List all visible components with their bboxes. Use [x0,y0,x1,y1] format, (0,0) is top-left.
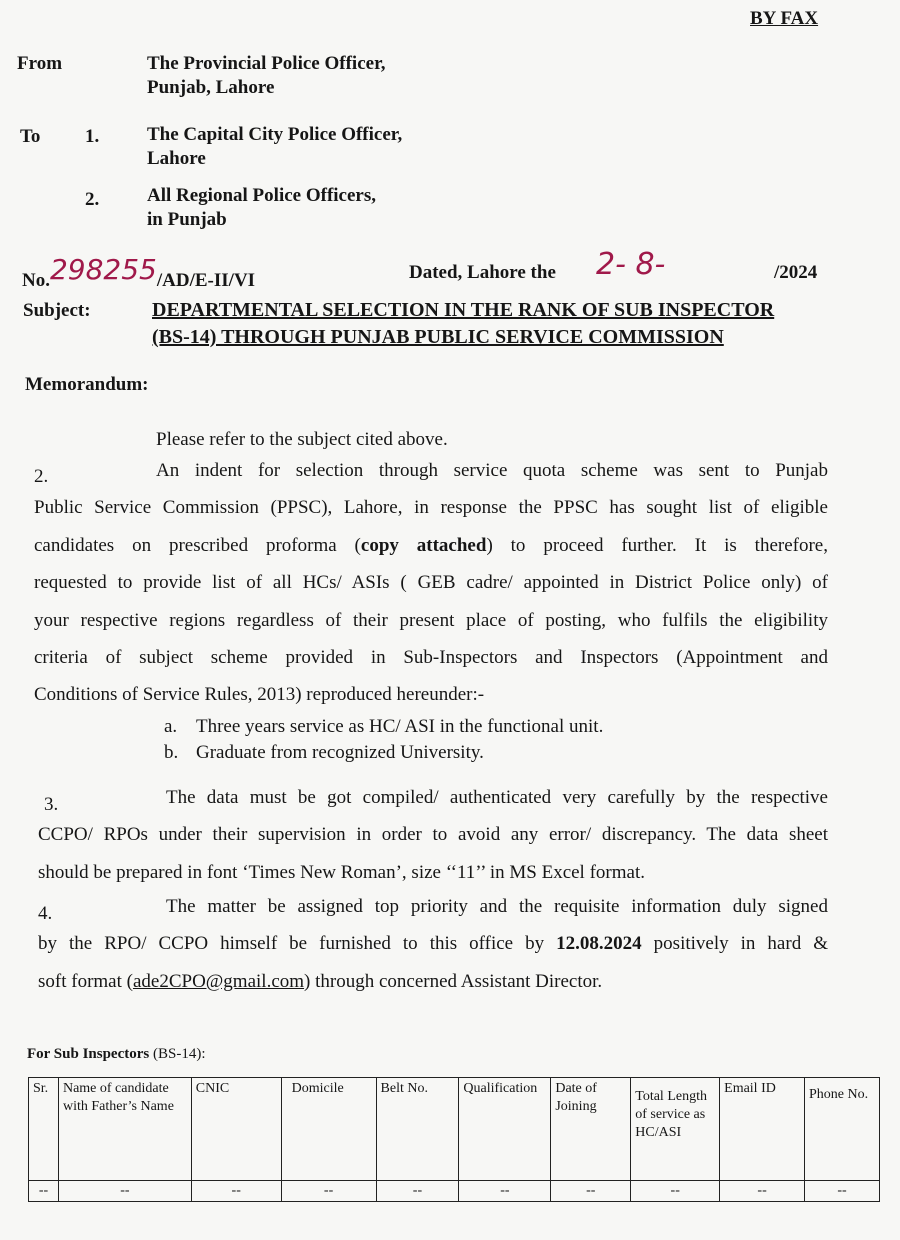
para-line: The matter be assigned top priority and the requisite information duly signed [166,896,828,917]
para-line [38,925,828,962]
from-label: From [17,53,63,74]
table-cell: -- [29,1181,59,1202]
from-line: Punjab, Lahore [147,77,275,98]
memorandum-heading: Memorandum: [25,374,149,395]
copy-attached-emphasis: copy attached [360,534,487,556]
intro-line: Please refer to the subject cited above. [156,429,448,450]
table-cell: -- [631,1181,720,1202]
by-fax-label: BY FAX [750,8,819,29]
para-4 [38,888,828,1000]
table-cell: -- [459,1181,551,1202]
reference-suffix: /AD/E-II/VI [156,270,256,291]
column-header: Qualification [459,1078,551,1181]
recipient-line: The Capital City Police Officer, [147,124,403,145]
para-line: criteria of subject scheme provided in Sub-Inspectors and Inspectors (Appointment and [34,647,828,669]
para-line: CCPO/ RPOs under their supervision in order to avoid any error/ discrepancy. The data sheet [38,824,828,846]
from-address [147,52,386,100]
table-cell: -- [281,1181,376,1202]
para-text: soft format ( [38,970,133,992]
recipient-line: in Punjab [147,209,227,230]
recipient-address [147,123,402,171]
proforma-caption-rest: (BS-14): [149,1046,206,1062]
para-2-number: 2. [34,466,49,487]
recipient-line: All Regional Police Officers, [147,185,376,206]
para-line: your respective regions regardless of their present place of posting, who fulfils the eligibility [34,609,828,631]
proforma-caption [27,1046,206,1063]
column-header: CNIC [191,1078,281,1181]
para-4-number: 4. [38,903,53,924]
column-header: Sr. [29,1078,59,1181]
handwritten-number: 298255 [49,253,157,286]
year-label: /2024 [774,262,818,283]
table-header-row [29,1078,880,1181]
from-line: The Provincial Police Officer, [147,53,386,74]
table-row [29,1181,880,1202]
column-header: Domicile [281,1078,376,1181]
column-header: Belt No. [376,1078,459,1181]
table-cell: -- [58,1181,191,1202]
para-line [34,527,828,564]
table-cell: -- [805,1181,880,1202]
dated-label: Dated, Lahore the [409,262,556,283]
recipient-address [147,184,376,232]
para-text: positively in hard & [641,933,828,955]
para-3-number: 3. [44,794,59,815]
para-line: The data must be got compiled/ authenticated very carefully by the respective [166,787,828,808]
no-label: No. [22,270,50,291]
proforma-caption-bold: For Sub Inspectors [27,1046,150,1062]
list-marker: a. [164,716,178,737]
para-line: Conditions of Service Rules, 2013) reproduced hereunder:- [34,684,485,706]
table-cell: -- [376,1181,459,1202]
subject-line: (BS-14) THROUGH PUNJAB PUBLIC SERVICE COMMISSION [152,326,724,348]
para-3 [38,779,828,891]
para-text: ) to proceed further. It is therefore, [486,534,828,556]
table-cell: -- [191,1181,281,1202]
list-marker: b. [164,742,179,763]
para-text: candidates on prescribed proforma ( [34,534,361,556]
deadline-date: 12.08.2024 [556,933,642,955]
para-line: requested to provide list of all HCs/ ASIs ( GEB cadre/ appointed in District Police only) of [34,572,828,594]
handwritten-date: 2- 8- [596,247,666,282]
para-text: by the RPO/ CCPO himself be furnished to this office by [38,933,557,955]
para-line: should be prepared in font ‘Times New Roman’, size ‘‘11’’ in MS Excel format. [38,861,645,883]
column-header: Email ID [720,1078,805,1181]
column-header: Phone No. [805,1078,880,1181]
subject-line: DEPARTMENTAL SELECTION IN THE RANK OF SUB INSPECTOR [152,299,775,321]
reference-number [22,253,256,293]
column-header: Total Length of service as HC/ASI [631,1078,720,1181]
list-item [164,714,603,740]
para-line: An indent for selection through service quota scheme was sent to Punjab [156,460,828,481]
recipient-number: 1. [85,126,100,147]
criteria-list [164,714,603,766]
column-header: Name of candidate with Father’s Name [58,1078,191,1181]
para-text: ) through concerned Assistant Director. [304,970,603,992]
table-cell: -- [720,1181,805,1202]
para-line [38,963,828,1000]
table-cell: -- [551,1181,631,1202]
para-2 [34,452,828,714]
subject-text [152,297,774,351]
column-header: Date of Joining [551,1078,631,1181]
list-item [164,740,603,766]
subject-label: Subject: [23,300,91,321]
para-line: Public Service Commission (PPSC), Lahore, in response the PPSC has sought list of eligible [34,497,828,519]
recipient-number: 2. [85,189,100,210]
recipient-line: Lahore [147,148,206,169]
list-text: Graduate from recognized University. [196,742,484,763]
email-address: ade2CPO@gmail.com [132,970,305,992]
list-text: Three years service as HC/ ASI in the functional unit. [196,716,604,737]
proforma-table [28,1077,880,1202]
to-label: To [20,126,41,147]
